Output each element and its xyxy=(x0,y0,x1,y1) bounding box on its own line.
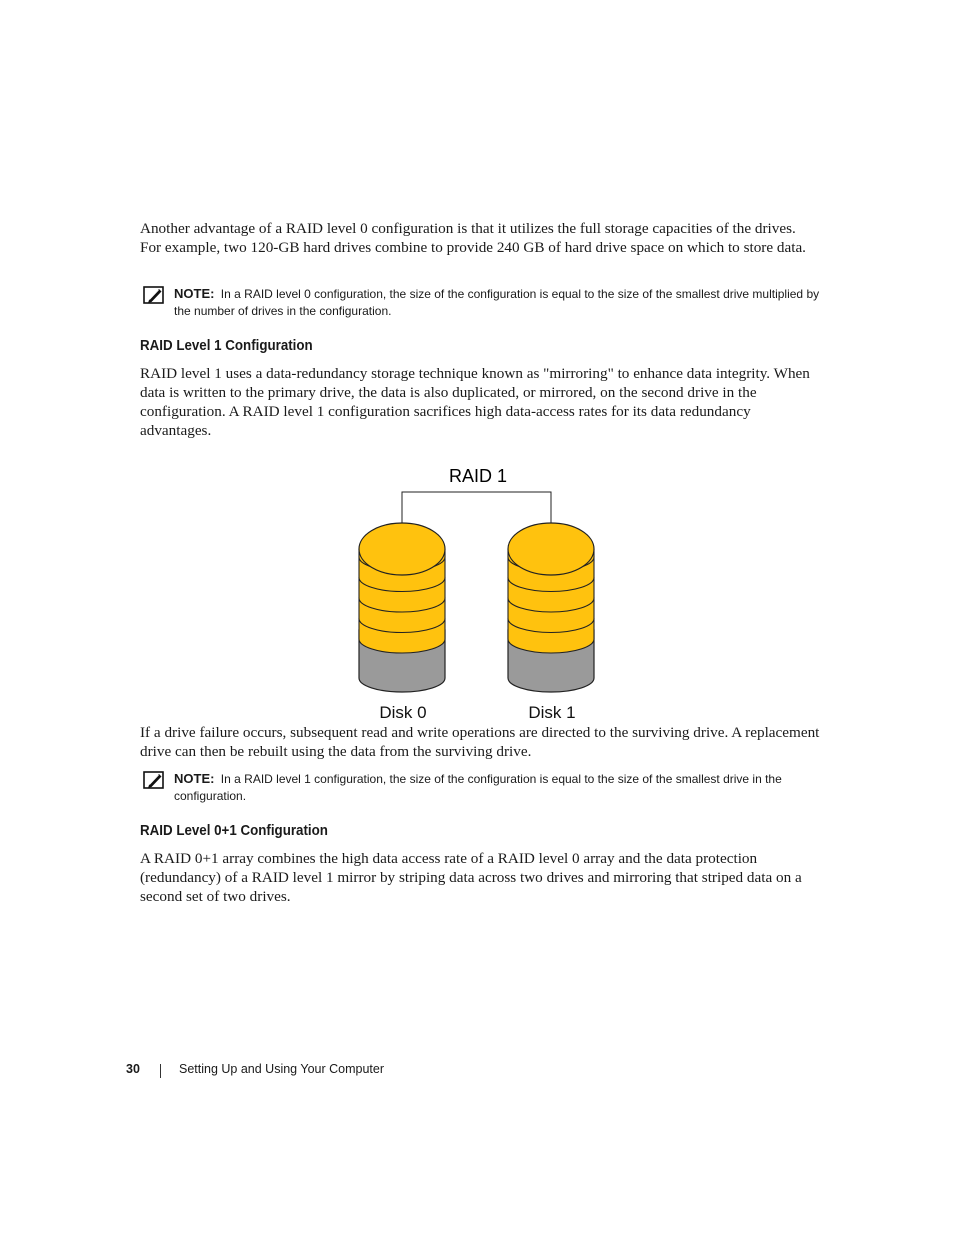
disk-label: Disk 0 xyxy=(379,703,427,722)
page-footer xyxy=(126,1062,384,1076)
footer-title: Setting Up and Using Your Computer xyxy=(179,1062,384,1076)
heading-raid-level-0-1: RAID Level 0+1 Configuration xyxy=(140,823,328,839)
paragraph-raid01-description: A RAID 0+1 array combines the high data access rate of a RAID level 0 array and the data protection (redundancy) of a RAID level 1 mirror by striping data across two drives and mirroring that striped data on a second set of two drives. xyxy=(140,850,802,905)
paragraph-raid1-description: RAID level 1 uses a data-redundancy storage technique known as "mirroring" to enhance data integrity. When data is written to the primary drive, the data is also duplicated, or mirrored, on the second drive in the configuration. A RAID level 1 configuration sacrifices high data-access rates for its data redundancy advantages. xyxy=(140,365,810,439)
disk-label: Disk 1 xyxy=(528,703,576,722)
note-label: NOTE: xyxy=(174,286,215,301)
disk-0 xyxy=(359,523,445,722)
paragraph-raid0-advantage: Another advantage of a RAID level 0 configuration is that it utilizes the full storage capacities of the drives. For example, two 120-GB hard drives combine to provide 240 GB of hard drive space on which to store data. xyxy=(140,220,806,256)
page-number: 30 xyxy=(126,1062,140,1076)
note-text: In a RAID level 1 configuration, the size of the configuration is equal to the size of the smallest drive in the configuration. xyxy=(174,772,782,803)
pencil-note-icon xyxy=(143,770,165,790)
note-text: In a RAID level 0 configuration, the size of the configuration is equal to the size of the smallest drive multiplied by the number of drives in the configuration. xyxy=(174,287,820,318)
paragraph-drive-failure: If a drive failure occurs, subsequent read and write operations are directed to the surviving drive. A replacement drive can then be rebuilt using the data from the surviving drive. xyxy=(140,724,820,760)
note-body xyxy=(174,285,834,320)
pencil-note-icon xyxy=(143,285,165,305)
note-body xyxy=(174,770,834,805)
note-label: NOTE: xyxy=(174,771,215,786)
disk-top-surface xyxy=(508,523,594,575)
disk-top-surface xyxy=(359,523,445,575)
heading-raid-level-1: RAID Level 1 Configuration xyxy=(140,338,313,354)
raid1-diagram xyxy=(350,460,610,728)
diagram-title: RAID 1 xyxy=(448,466,508,486)
footer-separator xyxy=(160,1064,161,1078)
disk-1 xyxy=(508,523,594,722)
